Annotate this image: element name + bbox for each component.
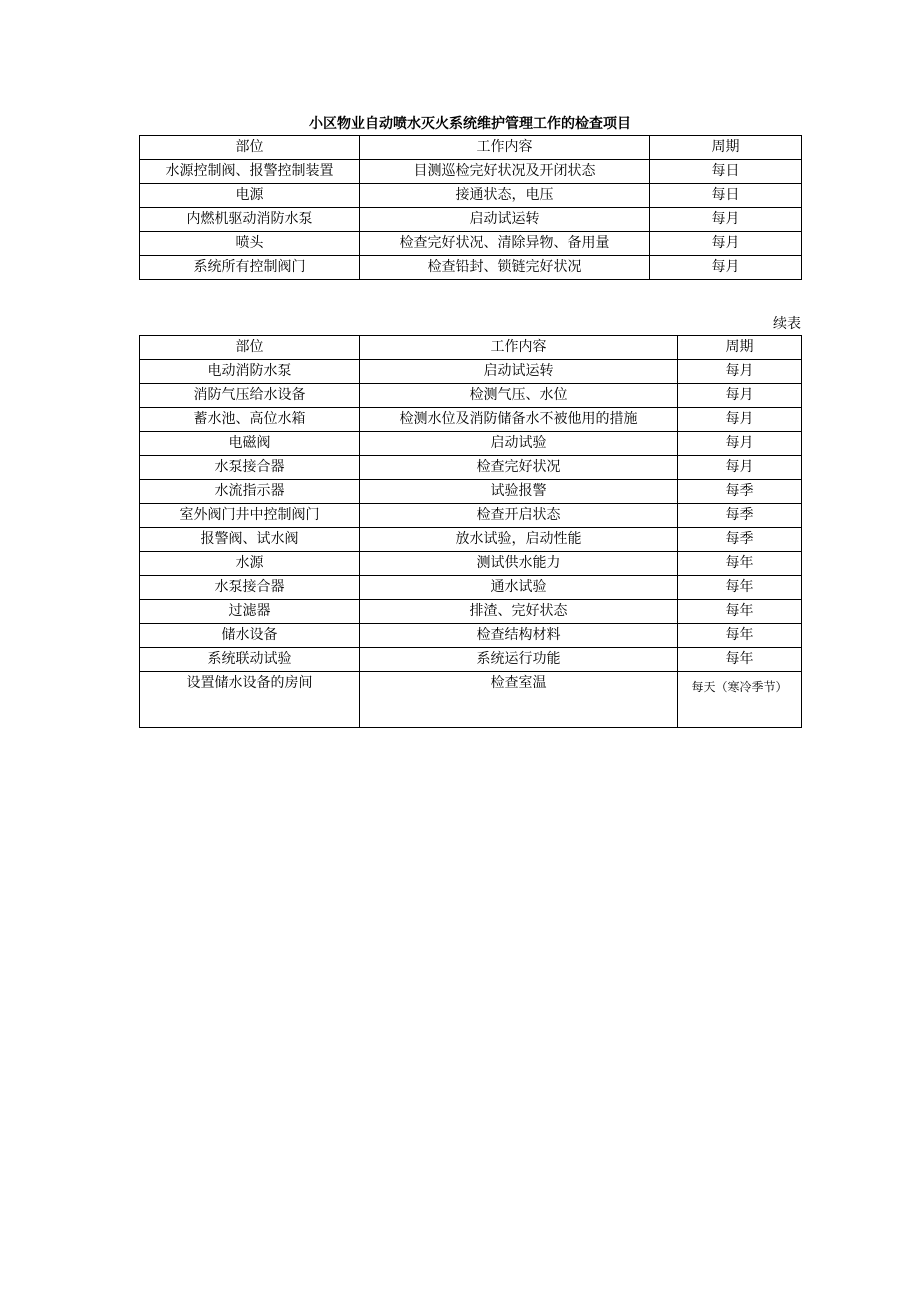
- cell-cycle: 每季: [678, 528, 802, 552]
- table-row: [140, 432, 802, 456]
- table-row: [140, 480, 802, 504]
- cell-location: 电动消防水泵: [140, 360, 360, 384]
- cell-cycle: 每月: [650, 256, 802, 280]
- cell-location: 报警阀、试水阀: [140, 528, 360, 552]
- header-cycle: 周期: [678, 336, 802, 360]
- table-row: [140, 360, 802, 384]
- cell-location: 消防气压给水设备: [140, 384, 360, 408]
- table-row: [140, 552, 802, 576]
- cell-cycle: 每月: [678, 432, 802, 456]
- cell-location: 水泵接合器: [140, 576, 360, 600]
- cell-cycle: 每年: [678, 624, 802, 648]
- cell-cycle: 每月: [650, 208, 802, 232]
- cell-work-content: 试验报警: [360, 480, 678, 504]
- cell-cycle: 每月: [678, 384, 802, 408]
- cell-work-content: 通水试验: [360, 576, 678, 600]
- cell-cycle: 每天（寒冷季节）: [678, 672, 802, 728]
- cell-work-content: 启动试验: [360, 432, 678, 456]
- cell-work-content: 测试供水能力: [360, 552, 678, 576]
- inspection-table: [139, 135, 802, 280]
- cell-work-content: 检测气压、水位: [360, 384, 678, 408]
- table-header-row: [140, 336, 802, 360]
- cell-location: 室外阀门井中控制阀门: [140, 504, 360, 528]
- cell-work-content: 排渣、完好状态: [360, 600, 678, 624]
- inspection-table-continued: [139, 335, 802, 728]
- table-row: [140, 456, 802, 480]
- cell-location: 蓄水池、高位水箱: [140, 408, 360, 432]
- cell-work-content: 放水试验，启动性能: [360, 528, 678, 552]
- table-row: [140, 208, 802, 232]
- cell-location: 喷头: [140, 232, 360, 256]
- cell-work-content: 启动试运转: [360, 360, 678, 384]
- table-header-row: [140, 136, 802, 160]
- cell-work-content: 检查完好状况: [360, 456, 678, 480]
- continuation-label: 续表: [773, 316, 801, 332]
- table-row: [140, 504, 802, 528]
- cell-work-content: 启动试运转: [360, 208, 650, 232]
- table-row: [140, 256, 802, 280]
- header-location: 部位: [140, 136, 360, 160]
- table-row: [140, 528, 802, 552]
- cell-cycle: 每季: [678, 504, 802, 528]
- cell-work-content: 目测巡检完好状况及开闭状态: [360, 160, 650, 184]
- cell-location: 储水设备: [140, 624, 360, 648]
- cell-location: 内燃机驱动消防水泵: [140, 208, 360, 232]
- header-cycle: 周期: [650, 136, 802, 160]
- cell-work-content: 检查铅封、锁链完好状况: [360, 256, 650, 280]
- cell-location: 水源: [140, 552, 360, 576]
- cell-work-content: 检查结构材料: [360, 624, 678, 648]
- cell-location: 系统联动试验: [140, 648, 360, 672]
- cell-location: 设置储水设备的房间: [140, 672, 360, 728]
- cell-cycle: 每年: [678, 552, 802, 576]
- cell-work-content: 检查室温: [360, 672, 678, 728]
- document-title: 小区物业自动喷水灭火系统维护管理工作的检查项目: [309, 116, 631, 132]
- header-location: 部位: [140, 336, 360, 360]
- table-row: [140, 408, 802, 432]
- cell-cycle: 每月: [650, 232, 802, 256]
- cell-cycle: 每年: [678, 576, 802, 600]
- cell-cycle: 每季: [678, 480, 802, 504]
- cell-cycle: 每年: [678, 600, 802, 624]
- cell-work-content: 检测水位及消防储备水不被他用的措施: [360, 408, 678, 432]
- table-row: [140, 648, 802, 672]
- table-row: [140, 160, 802, 184]
- cell-cycle: 每年: [678, 648, 802, 672]
- cell-location: 水源控制阀、报警控制装置: [140, 160, 360, 184]
- table-row: [140, 232, 802, 256]
- cell-location: 电源: [140, 184, 360, 208]
- cell-location: 水泵接合器: [140, 456, 360, 480]
- table-row: [140, 576, 802, 600]
- table-row: [140, 624, 802, 648]
- table-row: [140, 600, 802, 624]
- cell-work-content: 系统运行功能: [360, 648, 678, 672]
- cell-location: 水流指示器: [140, 480, 360, 504]
- cell-cycle: 每日: [650, 160, 802, 184]
- table-row: [140, 184, 802, 208]
- cell-work-content: 检查开启状态: [360, 504, 678, 528]
- cell-location: 电磁阀: [140, 432, 360, 456]
- header-work-content: 工作内容: [360, 136, 650, 160]
- cell-cycle: 每月: [678, 456, 802, 480]
- header-work-content: 工作内容: [360, 336, 678, 360]
- cell-cycle: 每日: [650, 184, 802, 208]
- cell-cycle: 每月: [678, 408, 802, 432]
- cell-work-content: 接通状态，电压: [360, 184, 650, 208]
- table-row: [140, 672, 802, 728]
- table-row: [140, 384, 802, 408]
- cell-location: 过滤器: [140, 600, 360, 624]
- cell-cycle: 每月: [678, 360, 802, 384]
- cell-work-content: 检查完好状况、清除异物、备用量: [360, 232, 650, 256]
- cell-location: 系统所有控制阀门: [140, 256, 360, 280]
